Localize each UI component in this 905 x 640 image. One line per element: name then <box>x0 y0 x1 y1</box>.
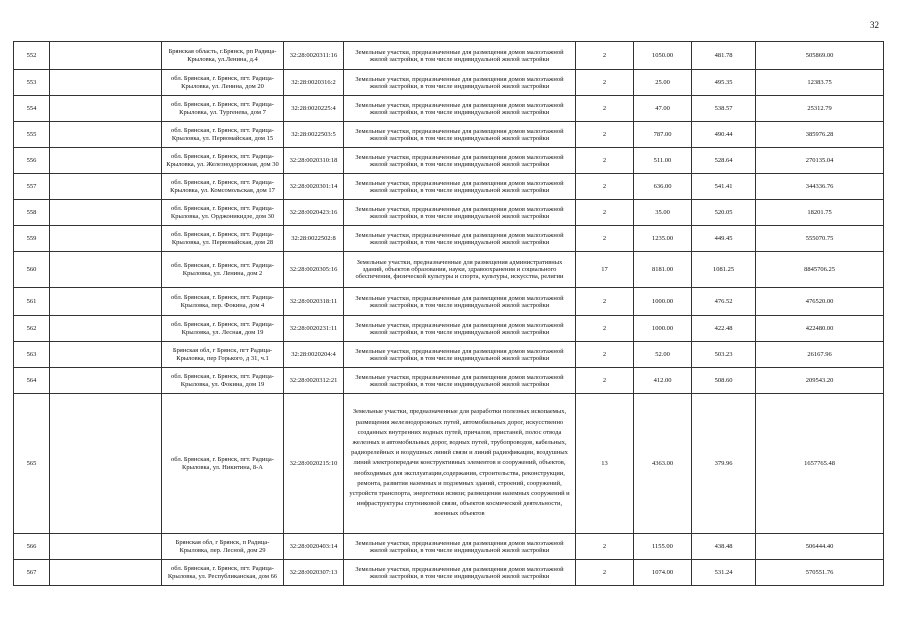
cadastral-value-cell: 1657765.48 <box>756 394 884 534</box>
specific-value-cell: 508.60 <box>692 368 756 394</box>
cadastral-value-cell: 270135.04 <box>756 148 884 174</box>
land-use-cell: Земельные участки, предназначенные для размещения домов малоэтажной жилой застройки, в том числе индивидуальной жилой застройки <box>344 174 576 200</box>
specific-value-cell: 490.44 <box>692 122 756 148</box>
group-code-cell: 17 <box>576 252 634 288</box>
cadastral-value-cell: 12383.75 <box>756 70 884 96</box>
empty-cell <box>50 288 162 316</box>
address-cell: обл. Брянская, г. Брянск, пгт. Радица-Крыловка, пер. Фокина, дом 4 <box>162 288 284 316</box>
page-number: 32 <box>870 20 879 30</box>
cadastral-number-cell: 32:28:0020305:16 <box>284 252 344 288</box>
table-row <box>14 226 884 252</box>
row-number-cell: 556 <box>14 148 50 174</box>
cadastral-number-cell: 32:28:0020312:21 <box>284 368 344 394</box>
specific-value-cell: 541.41 <box>692 174 756 200</box>
specific-value-cell: 495.35 <box>692 70 756 96</box>
land-use-cell: Земельные участки, предназначенные для размещения домов малоэтажной жилой застройки, в том числе индивидуальной жилой застройки <box>344 148 576 174</box>
empty-cell <box>50 394 162 534</box>
area-cell: 1074.00 <box>634 560 692 586</box>
land-use-cell: Земельные участки, предназначенные для размещения административных зданий, объектов образования, науки, здравоохранения и социального обеспечения, физической культуры и спорта, культуры, искусства, религии <box>344 252 576 288</box>
cadastral-number-cell: 32:28:0020316:2 <box>284 70 344 96</box>
table-row <box>14 394 884 534</box>
empty-cell <box>50 368 162 394</box>
group-code-cell: 2 <box>576 70 634 96</box>
area-cell: 52.00 <box>634 342 692 368</box>
area-cell: 25.00 <box>634 70 692 96</box>
row-number-cell: 561 <box>14 288 50 316</box>
group-code-cell: 2 <box>576 316 634 342</box>
specific-value-cell: 520.05 <box>692 200 756 226</box>
empty-cell <box>50 174 162 200</box>
row-number-cell: 563 <box>14 342 50 368</box>
cadastral-value-cell: 209543.20 <box>756 368 884 394</box>
cadastral-number-cell: 32:28:0020310:18 <box>284 148 344 174</box>
specific-value-cell: 438.48 <box>692 534 756 560</box>
area-cell: 1000.00 <box>634 288 692 316</box>
address-cell: обл. Брянская, г. Брянск, пгт. Радица-Крыловка, ул. Орджоникидзе, дом 30 <box>162 200 284 226</box>
address-cell: обл. Брянская, г. Брянск, пгт. Радица-Крыловка, ул. Первомайская, дом 15 <box>162 122 284 148</box>
cadastral-number-cell: 32:28:0022503:5 <box>284 122 344 148</box>
area-cell: 35.00 <box>634 200 692 226</box>
table-row <box>14 42 884 70</box>
cadastral-value-cell: 26167.96 <box>756 342 884 368</box>
address-cell: обл. Брянская, г. Брянск, пгт. Радица-Крыловка, ул. Республиканская, дом 66 <box>162 560 284 586</box>
group-code-cell: 2 <box>576 148 634 174</box>
area-cell: 1155.00 <box>634 534 692 560</box>
area-cell: 4363.00 <box>634 394 692 534</box>
table-row <box>14 288 884 316</box>
table-row <box>14 252 884 288</box>
table-row <box>14 342 884 368</box>
land-use-cell: Земельные участки, предназначенные для размещения домов малоэтажной жилой застройки, в том числе индивидуальной жилой застройки <box>344 534 576 560</box>
empty-cell <box>50 70 162 96</box>
land-use-cell: Земельные участки, предназначенные для размещения домов малоэтажной жилой застройки, в том числе индивидуальной жилой застройки <box>344 42 576 70</box>
land-use-cell: Земельные участки, предназначенные для размещения домов малоэтажной жилой застройки, в том числе индивидуальной жилой застройки <box>344 96 576 122</box>
table-row <box>14 368 884 394</box>
address-cell: обл. Брянская, г. Брянск, пгт. Радица-Крыловка, ул. Железнодорожная, дом 30 <box>162 148 284 174</box>
cadastral-value-cell: 476520.00 <box>756 288 884 316</box>
area-cell: 8181.00 <box>634 252 692 288</box>
row-number-cell: 554 <box>14 96 50 122</box>
table-row <box>14 560 884 586</box>
cadastral-value-cell: 555070.75 <box>756 226 884 252</box>
empty-cell <box>50 96 162 122</box>
table-row <box>14 70 884 96</box>
row-number-cell: 557 <box>14 174 50 200</box>
cadastral-value-cell: 505869.00 <box>756 42 884 70</box>
table-row <box>14 148 884 174</box>
address-cell: обл. Брянская, г. Брянск, пгт. Радица-Крыловка, ул. Ленина, дом 20 <box>162 70 284 96</box>
specific-value-cell: 503.23 <box>692 342 756 368</box>
empty-cell <box>50 534 162 560</box>
cadastral-value-cell: 570551.76 <box>756 560 884 586</box>
area-cell: 1050.00 <box>634 42 692 70</box>
cadastral-number-cell: 32:28:0020403:14 <box>284 534 344 560</box>
cadastral-value-cell: 385976.28 <box>756 122 884 148</box>
empty-cell <box>50 148 162 174</box>
row-number-cell: 553 <box>14 70 50 96</box>
row-number-cell: 560 <box>14 252 50 288</box>
land-use-cell: Земельные участки, предназначенные для размещения домов малоэтажной жилой застройки, в том числе индивидуальной жилой застройки <box>344 122 576 148</box>
row-number-cell: 564 <box>14 368 50 394</box>
empty-cell <box>50 200 162 226</box>
group-code-cell: 2 <box>576 174 634 200</box>
land-use-cell: Земельные участки, предназначенные для размещения домов малоэтажной жилой застройки, в том числе индивидуальной жилой застройки <box>344 560 576 586</box>
specific-value-cell: 422.48 <box>692 316 756 342</box>
row-number-cell: 558 <box>14 200 50 226</box>
group-code-cell: 2 <box>576 342 634 368</box>
row-number-cell: 567 <box>14 560 50 586</box>
row-number-cell: 565 <box>14 394 50 534</box>
row-number-cell: 552 <box>14 42 50 70</box>
cadastral-number-cell: 32:28:0020301:14 <box>284 174 344 200</box>
cadastral-value-cell: 25312.79 <box>756 96 884 122</box>
group-code-cell: 2 <box>576 42 634 70</box>
group-code-cell: 2 <box>576 288 634 316</box>
specific-value-cell: 538.57 <box>692 96 756 122</box>
address-cell: обл. Брянская, г. Брянск, пгт. Радица-Крыловка, ул. Лесная, дом 19 <box>162 316 284 342</box>
specific-value-cell: 449.45 <box>692 226 756 252</box>
address-cell: обл. Брянская, г. Брянск, пгт. Радица-Крыловка, ул. Ленина, дом 2 <box>162 252 284 288</box>
group-code-cell: 2 <box>576 534 634 560</box>
cadastral-value-cell: 8845706.25 <box>756 252 884 288</box>
table-row <box>14 174 884 200</box>
area-cell: 47.00 <box>634 96 692 122</box>
cadastral-number-cell: 32:28:0020231:11 <box>284 316 344 342</box>
address-cell: обл. Брянская, г. Брянск, пгт. Радица-Крыловка, ул. Комсомольская, дом 17 <box>162 174 284 200</box>
row-number-cell: 566 <box>14 534 50 560</box>
cadastral-number-cell: 32:28:0020423:16 <box>284 200 344 226</box>
cadastral-value-cell: 422480.00 <box>756 316 884 342</box>
group-code-cell: 13 <box>576 394 634 534</box>
row-number-cell: 559 <box>14 226 50 252</box>
land-use-cell: Земельные участки, предназначенные для размещения домов малоэтажной жилой застройки, в том числе индивидуальной жилой застройки <box>344 200 576 226</box>
specific-value-cell: 379.96 <box>692 394 756 534</box>
address-cell: Брянская обл, г Брянск, пгт Радица-Крыловка, пер Горького, д 31, ч.1 <box>162 342 284 368</box>
group-code-cell: 2 <box>576 122 634 148</box>
row-number-cell: 562 <box>14 316 50 342</box>
area-cell: 511.00 <box>634 148 692 174</box>
area-cell: 636.00 <box>634 174 692 200</box>
empty-cell <box>50 122 162 148</box>
area-cell: 1235.00 <box>634 226 692 252</box>
specific-value-cell: 481.78 <box>692 42 756 70</box>
area-cell: 1000.00 <box>634 316 692 342</box>
land-use-cell: Земельные участки, предназначенные для размещения домов малоэтажной жилой застройки, в том числе индивидуальной жилой застройки <box>344 70 576 96</box>
area-cell: 412.00 <box>634 368 692 394</box>
group-code-cell: 2 <box>576 200 634 226</box>
cadastral-value-cell: 506444.40 <box>756 534 884 560</box>
group-code-cell: 2 <box>576 226 634 252</box>
table-row <box>14 122 884 148</box>
address-cell: Брянская обл, г Брянск, п Радица-Крыловка, пер. Лесной, дом 29 <box>162 534 284 560</box>
cadastral-number-cell: 32:28:0020215:10 <box>284 394 344 534</box>
empty-cell <box>50 560 162 586</box>
land-use-cell: Земельные участки, предназначенные для размещения домов малоэтажной жилой застройки, в том числе индивидуальной жилой застройки <box>344 288 576 316</box>
specific-value-cell: 1081.25 <box>692 252 756 288</box>
table-row <box>14 200 884 226</box>
cadastral-value-cell: 344336.76 <box>756 174 884 200</box>
address-cell: Брянская область, г.Брянск, рп Радица-Крыловка, ул.Ленина, д.4 <box>162 42 284 70</box>
cadastral-number-cell: 32:28:0020307:13 <box>284 560 344 586</box>
land-use-cell: Земельные участки, предназначенные для размещения домов малоэтажной жилой застройки, в том числе индивидуальной жилой застройки <box>344 316 576 342</box>
specific-value-cell: 531.24 <box>692 560 756 586</box>
empty-cell <box>50 342 162 368</box>
address-cell: обл. Брянская, г. Брянск, пгт. Радица-Крыловка, ул. Никитина, 8-А <box>162 394 284 534</box>
cadastral-number-cell: 32:28:0022502:8 <box>284 226 344 252</box>
address-cell: обл. Брянская, г. Брянск, пгт. Радица-Крыловка, ул. Тургенева, дом 7 <box>162 96 284 122</box>
group-code-cell: 2 <box>576 368 634 394</box>
land-use-cell: Земельные участки, предназначенные для размещения домов малоэтажной жилой застройки, в том числе индивидуальной жилой застройки <box>344 342 576 368</box>
empty-cell <box>50 42 162 70</box>
group-code-cell: 2 <box>576 560 634 586</box>
empty-cell <box>50 252 162 288</box>
address-cell: обл. Брянская, г. Брянск, пгт. Радица-Крыловка, ул. Фокина, дом 19 <box>162 368 284 394</box>
table-row <box>14 534 884 560</box>
cadastral-number-cell: 32:28:0020311:16 <box>284 42 344 70</box>
land-use-cell: Земельные участки, предназначенные для разработки полезных ископаемых, размещения железнодорожных путей, автомобильных дорог, искусственно созданных внутренних водных путей, причалов, пристаней, полос отвода железных и автомобильных дорог, водных путей, трубопроводов, кабельных, радиорелейных и воздушных линий связи и линий радиофикации, воздушных линий электропередачи конструктивных элементов и сооружений, объектов, необходимых для эксплуатации,содержания, строительства, реконструкции, ремонта, развития наземных и подземных зданий, строений, сооружений, устройств транспорта, энергетики исвязи; размещения наземных сооружений и инфраструктуры спутниковой связи, объектов космической деятельности, военных объектов <box>344 394 576 534</box>
empty-cell <box>50 226 162 252</box>
table-row <box>14 96 884 122</box>
specific-value-cell: 528.64 <box>692 148 756 174</box>
cadastral-value-cell: 18201.75 <box>756 200 884 226</box>
table-row <box>14 316 884 342</box>
land-use-cell: Земельные участки, предназначенные для размещения домов малоэтажной жилой застройки, в том числе индивидуальной жилой застройки <box>344 226 576 252</box>
land-plots-table <box>13 41 884 586</box>
specific-value-cell: 476.52 <box>692 288 756 316</box>
land-use-cell: Земельные участки, предназначенные для размещения домов малоэтажной жилой застройки, в том числе индивидуальной жилой застройки <box>344 368 576 394</box>
area-cell: 787.00 <box>634 122 692 148</box>
row-number-cell: 555 <box>14 122 50 148</box>
empty-cell <box>50 316 162 342</box>
address-cell: обл. Брянская, г. Брянск, пгт. Радица-Крыловка, ул. Первомайская, дом 28 <box>162 226 284 252</box>
cadastral-number-cell: 32:28:0020204:4 <box>284 342 344 368</box>
cadastral-number-cell: 32:28:0020318:11 <box>284 288 344 316</box>
group-code-cell: 2 <box>576 96 634 122</box>
cadastral-number-cell: 32:28:0020225:4 <box>284 96 344 122</box>
